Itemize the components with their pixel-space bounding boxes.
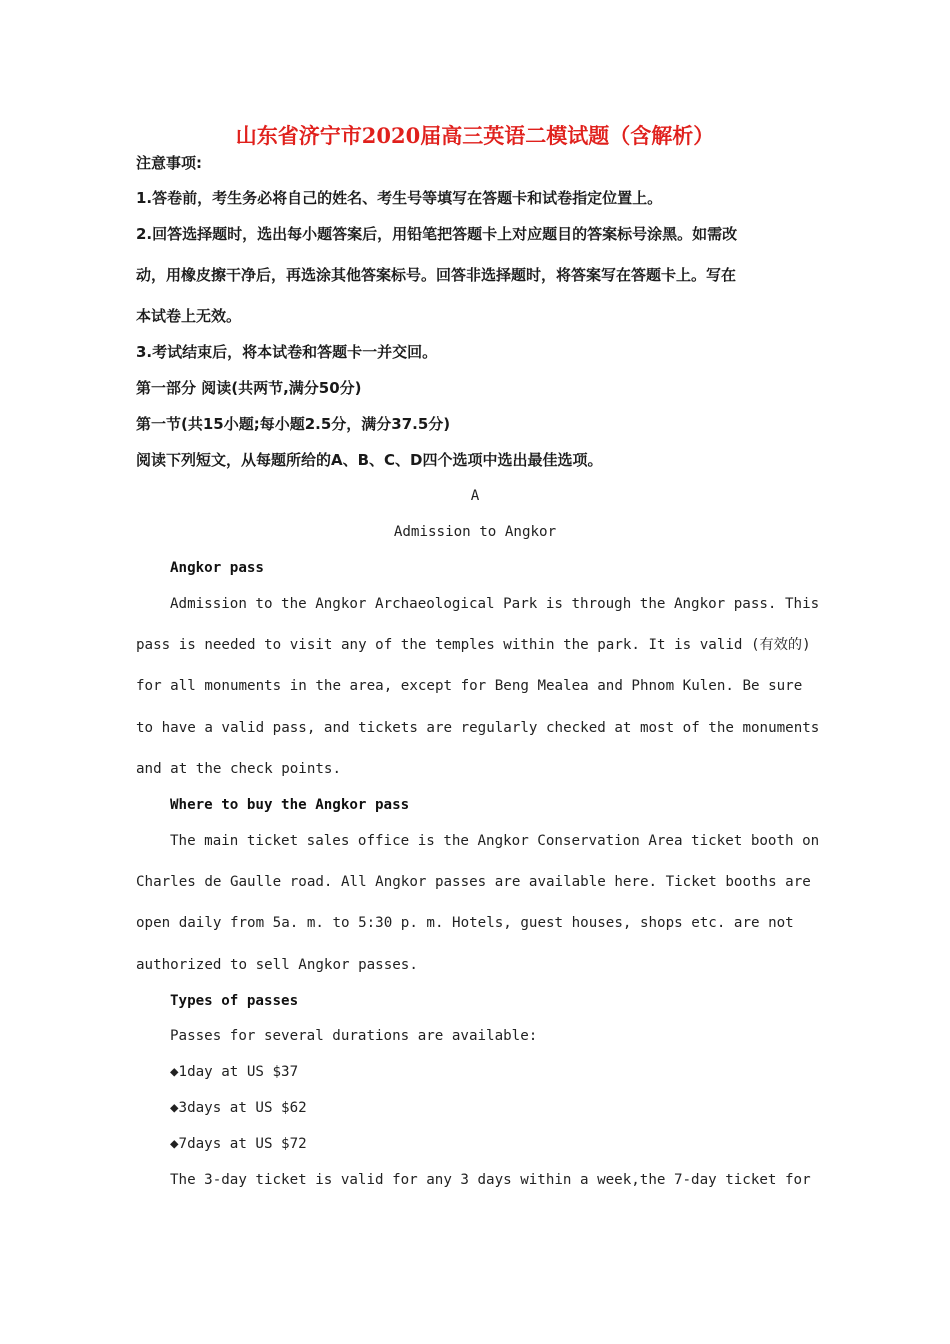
paragraph-1-line-5: and at the check points. (136, 761, 341, 777)
paragraph-3: Passes for several durations are available: (170, 1028, 538, 1044)
subheading-angkor-pass: Angkor pass (170, 560, 264, 576)
notice-item-1: 1.答卷前，考生务必将自己的姓名、考生号等填写在答题卡和试卷指定位置上。 (136, 189, 663, 207)
paragraph-2-line-1: The main ticket sales office is the Angkor Conservation Area ticket booth on (170, 833, 820, 849)
document-title: 山东省济宁市2020届高三英语二模试题（含解析） (235, 123, 715, 148)
section-heading: 第一节(共15小题;每小题2.5分，满分37.5分) (136, 415, 451, 433)
subheading-types-of-passes: Types of passes (170, 993, 299, 1009)
paragraph-2-line-4: authorized to sell Angkor passes. (136, 957, 418, 973)
paragraph-1-line-2: pass is needed to visit any of the temples within the park. It is valid (有效的) (136, 637, 811, 653)
paragraph-2-line-3: open daily from 5a. m. to 5:30 p. m. Hotels, guest houses, shops etc. are not (136, 915, 794, 931)
list-item: ◆1day at US $37 (170, 1064, 299, 1080)
passage-letter: A (470, 488, 480, 504)
notice-item-2-line-3: 本试卷上无效。 (136, 307, 242, 325)
reading-instruction: 阅读下列短文，从每题所给的A、B、C、D四个选项中选出最佳选项。 (136, 451, 603, 469)
passage-title: Admission to Angkor (393, 524, 557, 540)
paragraph-1-line-1: Admission to the Angkor Archaeological Park is through the Angkor pass. This (170, 596, 820, 612)
paragraph-1-line-3: for all monuments in the area, except for Beng Mealea and Phnom Kulen. Be sure (136, 678, 803, 694)
paragraph-2-line-2: Charles de Gaulle road. All Angkor passes are available here. Ticket booths are (136, 874, 811, 890)
paragraph-4-line-1: The 3-day ticket is valid for any 3 days within a week,the 7-day ticket for (170, 1172, 811, 1188)
notice-item-2-line-2: 动，用橡皮擦干净后，再选涂其他答案标号。回答非选择题时，将答案写在答题卡上。写在 (136, 266, 737, 284)
list-item: ◆3days at US $62 (170, 1100, 307, 1116)
list-item: ◆7days at US $72 (170, 1136, 307, 1152)
notice-item-2-line-1: 2.回答选择题时，选出每小题答案后，用铅笔把答题卡上对应题目的答案标号涂黑。如需改 (136, 225, 738, 243)
notice-heading: 注意事项: (136, 154, 202, 172)
subheading-where-to-buy: Where to buy the Angkor pass (170, 797, 410, 813)
part-heading: 第一部分 阅读(共两节,满分50分) (136, 379, 362, 397)
paragraph-1-line-4: to have a valid pass, and tickets are regularly checked at most of the monuments (136, 720, 820, 736)
notice-item-3: 3.考试结束后，将本试卷和答题卡一并交回。 (136, 343, 438, 361)
